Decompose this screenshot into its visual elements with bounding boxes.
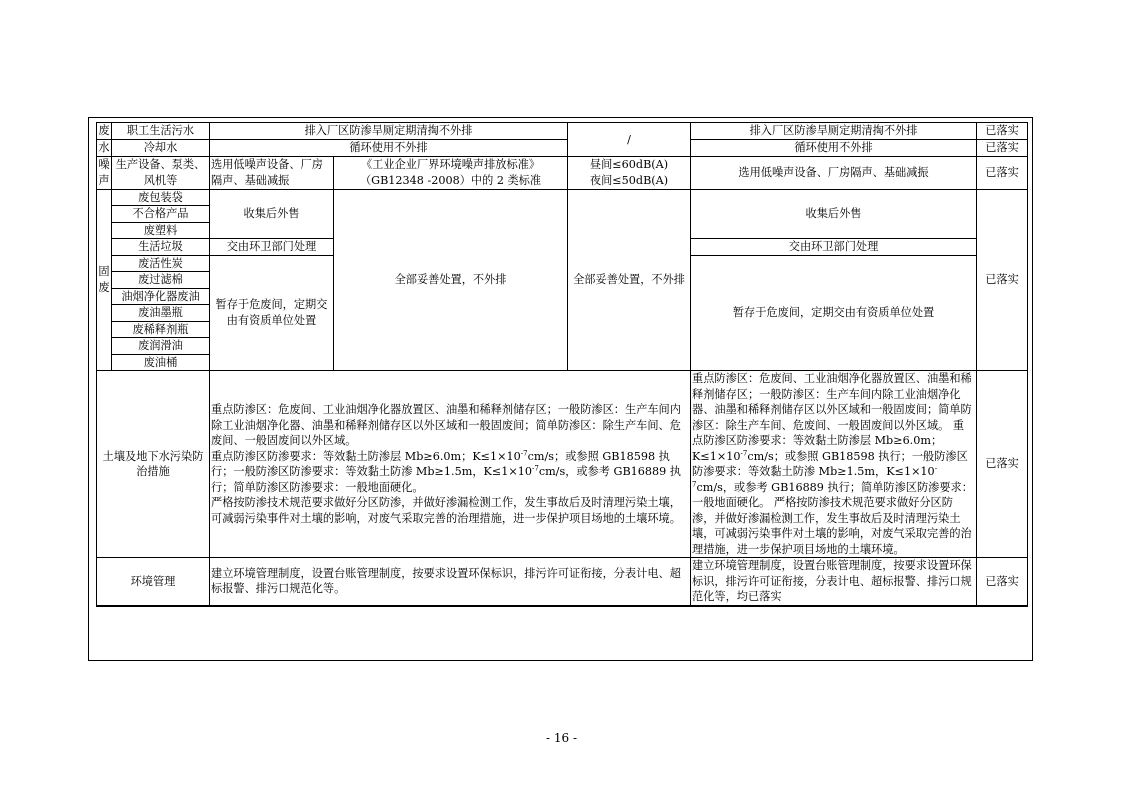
waste-item: 废油墨瓶 bbox=[112, 305, 210, 322]
status-cell: 已落实 bbox=[977, 123, 1028, 140]
waste-item: 油烟净化器废油 bbox=[112, 288, 210, 305]
measure-cell: 排入厂区防渗旱厕定期清掏不外排 bbox=[210, 123, 568, 140]
result-cell: 选用低噪声设备、厂房隔声、基础减振 bbox=[691, 156, 977, 189]
measure-cell: 暂存于危废间，定期交由有资质单位处置 bbox=[210, 255, 334, 371]
category-cell: 废 bbox=[98, 124, 110, 137]
waste-item: 废塑料 bbox=[112, 222, 210, 239]
source-cell: 职工生活污水 bbox=[112, 123, 210, 140]
waste-item: 生活垃圾 bbox=[112, 239, 210, 256]
row-label: 环境管理 bbox=[97, 558, 210, 606]
result-cell: 暂存于危废间，定期交由有资质单位处置 bbox=[691, 255, 977, 371]
source-cell: 生产设备、泵类、风机等 bbox=[112, 156, 210, 189]
page-number: - 16 - bbox=[545, 731, 577, 745]
waste-item: 废包装袋 bbox=[112, 189, 210, 206]
waste-item: 不合格产品 bbox=[112, 206, 210, 223]
table-row bbox=[97, 123, 1028, 140]
table-row bbox=[97, 139, 1028, 156]
waste-item: 废油桶 bbox=[112, 354, 210, 371]
category-cell: 固 废 bbox=[97, 189, 112, 371]
standard-cell: 《工业企业厂界环境噪声排放标准》（GB12348 -2008）中的 2 类标准 bbox=[334, 156, 568, 189]
table-row bbox=[97, 558, 1028, 606]
table-row bbox=[97, 156, 1028, 189]
waste-item: 废稀释剂瓶 bbox=[112, 321, 210, 338]
waste-item: 废过滤棉 bbox=[112, 272, 210, 289]
status-cell: 已落实 bbox=[977, 156, 1028, 189]
measure-cell: 交由环卫部门处理 bbox=[210, 239, 334, 256]
waste-item: 废润滑油 bbox=[112, 338, 210, 355]
limit-cell: / bbox=[568, 123, 691, 157]
result-cell: 循环使用不外排 bbox=[691, 139, 977, 156]
result-cell: 交由环卫部门处理 bbox=[691, 239, 977, 256]
standard-cell: 全部妥善处置，不外排 bbox=[334, 189, 568, 371]
status-cell: 已落实 bbox=[977, 371, 1028, 558]
result-cell: 收集后外售 bbox=[691, 189, 977, 239]
source-cell: 冷却水 bbox=[112, 139, 210, 156]
row-label: 土壤及地下水污染防治措施 bbox=[97, 371, 210, 558]
result-cell: 排入厂区防渗旱厕定期清掏不外排 bbox=[691, 123, 977, 140]
status-cell: 已落实 bbox=[977, 558, 1028, 606]
status-cell: 已落实 bbox=[977, 139, 1028, 156]
category-cell: 水 bbox=[97, 139, 112, 156]
waste-item: 废活性炭 bbox=[112, 255, 210, 272]
measure-cell: 建立环境管理制度，设置台账管理制度，按要求设置环保标识，排污许可证衔接，分表计电、超标报警、排污口规范化等。 bbox=[210, 558, 691, 606]
result-cell: 重点防渗区：危废间、工业油烟净化器放置区、油墨和稀释剂储存区；一般防渗区：生产车间内除工业油烟净化器、油墨和稀释剂储存区以外区域和一般固废间；简单防渗区：除生产车间、危废间、一般固废间以外区域。 重点防渗区防渗要求：等效黏土防渗层 Mb≥6.0m；$K\le 1\times 10^{-7}cm/s$；或参照 GB18598 执行；一般防渗区防渗要求：等效黏土防渗 Mb≥1.5m，$K\le 1\times 10^{-7}cm/s$，或参考 GB16889 执行；简单防渗区防渗要求：一般地面硬化。 严格按防渗技术规范要求做好分区防渗，并做好渗漏检测工作，发生事故后及时清理污染土壤，可减弱污染事件对土壤的影响，对废气采取完善的治理措施，进一步保护项目场地的土壤环境。 bbox=[691, 371, 977, 558]
table-row bbox=[97, 189, 1028, 206]
category-cell: 噪 声 bbox=[97, 156, 112, 189]
measure-cell: 重点防渗区：危废间、工业油烟净化器放置区、油墨和稀释剂储存区；一般防渗区：生产车间内除工业油烟净化器、油墨和稀释剂储存区以外区域和一般固废间；简单防渗区：除生产车间、危废间、一般固废间以外区域。 重点防渗区防渗要求：等效黏土防渗层 Mb≥6.0m；$K\le 1\times 10^{-7}cm/s$；或参照 GB18598 执行；一般防渗区防渗要求：等效黏土防渗 Mb≥1.5m，$K\le 1\times 10^{-7}cm/s$，或参考 GB16889 执行；简单防渗区防渗要求：一般地面硬化。 严格按防渗技术规范要求做好分区防渗，并做好渗漏检测工作，发生事故后及时清理污染土壤，可减弱污染事件对土壤的影响，对废气采取完善的治理措施，进一步保护项目场地的土壤环境。 bbox=[210, 371, 691, 558]
acceptance-table bbox=[96, 122, 1028, 607]
limit-cell: 昼间≤60dB(A) 夜间≤50dB(A) bbox=[568, 156, 691, 189]
limit-cell: 全部妥善处置，不外排 bbox=[568, 189, 691, 371]
measure-cell: 选用低噪声设备、厂房隔声、基础减振 bbox=[210, 156, 334, 189]
table-row bbox=[97, 371, 1028, 558]
measure-cell: 收集后外售 bbox=[210, 189, 334, 239]
measure-cell: 循环使用不外排 bbox=[210, 139, 568, 156]
status-cell: 已落实 bbox=[977, 189, 1028, 371]
result-cell: 建立环境管理制度，设置台账管理制度，按要求设置环保标识，排污许可证衔接，分表计电、超标报警、排污口规范化等，均已落实 bbox=[691, 558, 977, 606]
